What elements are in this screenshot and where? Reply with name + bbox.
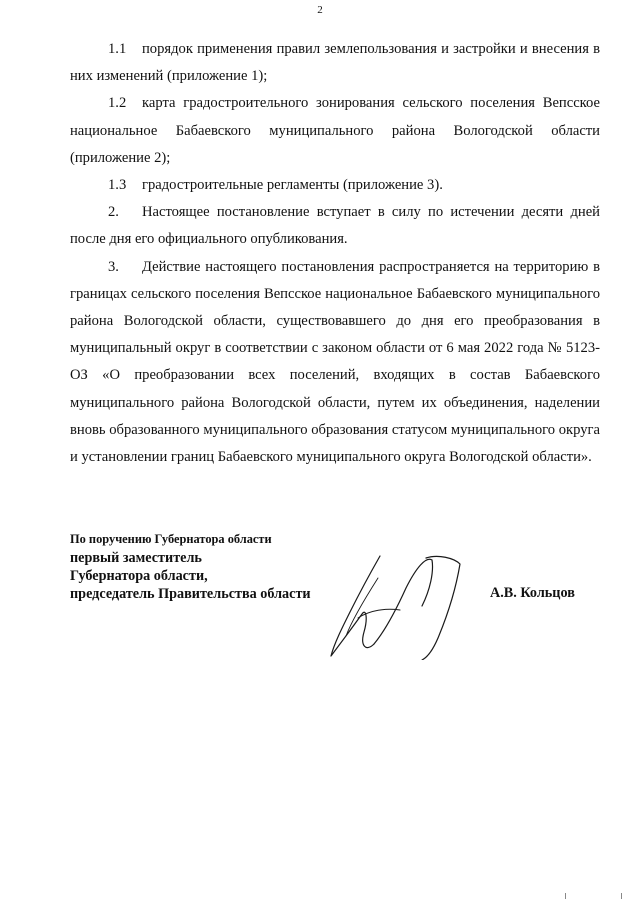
paragraph-2 <box>70 199 600 253</box>
paragraph-number: 1.3 <box>108 177 127 194</box>
paragraph-1-1 <box>70 36 600 90</box>
document-body <box>70 36 600 471</box>
paragraph-number: 2. <box>108 204 119 221</box>
scan-artifact-mark <box>565 893 566 899</box>
signatory-title <box>70 549 311 603</box>
paragraph-1-2 <box>70 90 600 172</box>
signatory-title-line: первый заместитель <box>70 550 202 566</box>
handwritten-signature <box>322 548 472 660</box>
signatory-title-line: председатель Правительства области <box>70 586 311 602</box>
paragraph-number: 1.2 <box>108 95 127 112</box>
paragraph-1-3 <box>70 172 600 199</box>
paragraph-3 <box>70 254 600 472</box>
paragraph-text: карта градостроительного зонирования сельского поселения Вепсское национальное Бабаевского муниципального района Вологодской области (приложение 2); <box>70 95 600 166</box>
signer-name: А.В. Кольцов <box>490 585 575 601</box>
paragraph-number: 1.1 <box>108 41 127 57</box>
paragraph-text: Настоящее постановление вступает в силу по истечении десяти дней после дня его официального опубликования. <box>70 204 600 248</box>
signatory-title-line: Губернатора области, <box>70 568 208 584</box>
paragraph-text: градостроительные регламенты (приложение 3). <box>142 177 443 194</box>
paragraph-text: порядок применения правил землепользования и застройки и внесения в них изменений (приложение 1); <box>70 41 600 85</box>
paragraph-text: Действие настоящего постановления распространяется на территорию в границах сельского поселения Вепсское национальное Бабаевского муниципального района Вологодской области, существовавшего до дня его преобразования в муниципальный округ в соответствии с законом области от 6 мая 2022 года № 5123-ОЗ «О преобразовании всех поселений, входящих в состав Бабаевского муниципального района Вологодской области, путем их объединения, наделении вновь образованного муниципального образования статусом муниципального округа и установлении границ Бабаевского муниципального округа Вологодской области». <box>70 258 600 466</box>
paragraph-number: 3. <box>108 258 119 275</box>
page-number: 2 <box>317 4 323 16</box>
signature-intro: По поручению Губернатора области <box>70 532 272 546</box>
scan-artifact-mark <box>621 893 622 899</box>
